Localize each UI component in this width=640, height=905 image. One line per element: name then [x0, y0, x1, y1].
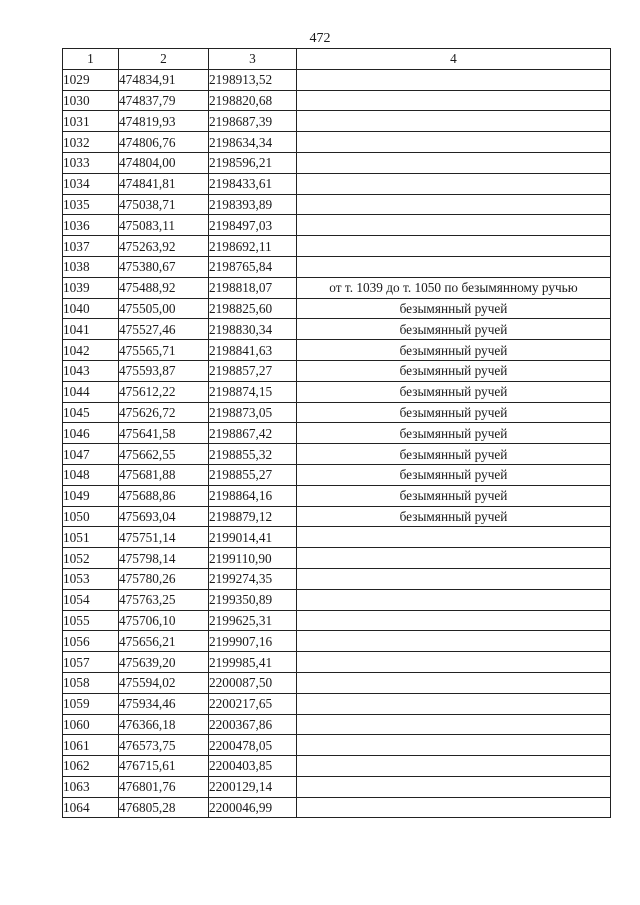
y-coordinate-cell: 2199625,31 — [209, 610, 297, 631]
y-coordinate-cell: 2199110,90 — [209, 548, 297, 569]
x-coordinate-cell: 474819,93 — [119, 111, 209, 132]
point-number-cell: 1043 — [63, 360, 119, 381]
x-coordinate-cell: 476366,18 — [119, 714, 209, 735]
table-row — [63, 277, 611, 298]
table-row — [63, 152, 611, 173]
point-number-cell: 1030 — [63, 90, 119, 111]
description-cell — [297, 152, 611, 173]
description-cell: безымянный ручей — [297, 444, 611, 465]
y-coordinate-cell: 2198393,89 — [209, 194, 297, 215]
description-cell — [297, 714, 611, 735]
table-row — [63, 464, 611, 485]
x-coordinate-cell: 475662,55 — [119, 444, 209, 465]
y-coordinate-cell: 2200046,99 — [209, 797, 297, 818]
y-coordinate-cell: 2198864,16 — [209, 485, 297, 506]
y-coordinate-cell: 2198634,34 — [209, 132, 297, 153]
header-col-4: 4 — [297, 49, 611, 70]
point-number-cell: 1063 — [63, 776, 119, 797]
x-coordinate-cell: 475594,02 — [119, 672, 209, 693]
header-col-3: 3 — [209, 49, 297, 70]
x-coordinate-cell: 475706,10 — [119, 610, 209, 631]
x-coordinate-cell: 474841,81 — [119, 173, 209, 194]
description-cell — [297, 194, 611, 215]
table-row — [63, 298, 611, 319]
point-number-cell: 1036 — [63, 215, 119, 236]
description-cell: безымянный ручей — [297, 402, 611, 423]
y-coordinate-cell: 2199985,41 — [209, 652, 297, 673]
table-row — [63, 423, 611, 444]
y-coordinate-cell: 2198820,68 — [209, 90, 297, 111]
description-cell — [297, 631, 611, 652]
point-number-cell: 1064 — [63, 797, 119, 818]
table-row — [63, 527, 611, 548]
table-row — [63, 693, 611, 714]
table-row — [63, 652, 611, 673]
coordinates-table — [62, 48, 611, 818]
table-row — [63, 402, 611, 423]
point-number-cell: 1050 — [63, 506, 119, 527]
x-coordinate-cell: 475593,87 — [119, 360, 209, 381]
description-cell — [297, 173, 611, 194]
description-cell — [297, 776, 611, 797]
table-row — [63, 756, 611, 777]
point-number-cell: 1052 — [63, 548, 119, 569]
point-number-cell: 1034 — [63, 173, 119, 194]
header-col-2: 2 — [119, 49, 209, 70]
description-cell — [297, 256, 611, 277]
description-cell — [297, 215, 611, 236]
y-coordinate-cell: 2200478,05 — [209, 735, 297, 756]
table-row — [63, 568, 611, 589]
y-coordinate-cell: 2200403,85 — [209, 756, 297, 777]
description-cell — [297, 69, 611, 90]
y-coordinate-cell: 2200367,86 — [209, 714, 297, 735]
point-number-cell: 1040 — [63, 298, 119, 319]
table-row — [63, 735, 611, 756]
y-coordinate-cell: 2198857,27 — [209, 360, 297, 381]
x-coordinate-cell: 475656,21 — [119, 631, 209, 652]
x-coordinate-cell: 475693,04 — [119, 506, 209, 527]
y-coordinate-cell: 2199014,41 — [209, 527, 297, 548]
description-cell: безымянный ручей — [297, 360, 611, 381]
description-cell: от т. 1039 до т. 1050 по безымянному ручью — [297, 277, 611, 298]
y-coordinate-cell: 2198765,84 — [209, 256, 297, 277]
y-coordinate-cell: 2198879,12 — [209, 506, 297, 527]
y-coordinate-cell: 2198687,39 — [209, 111, 297, 132]
point-number-cell: 1029 — [63, 69, 119, 90]
table-row — [63, 90, 611, 111]
point-number-cell: 1032 — [63, 132, 119, 153]
y-coordinate-cell: 2198855,27 — [209, 464, 297, 485]
table-row — [63, 631, 611, 652]
x-coordinate-cell: 475612,22 — [119, 381, 209, 402]
point-number-cell: 1061 — [63, 735, 119, 756]
description-cell: безымянный ручей — [297, 506, 611, 527]
y-coordinate-cell: 2199350,89 — [209, 589, 297, 610]
x-coordinate-cell: 475639,20 — [119, 652, 209, 673]
description-cell: безымянный ручей — [297, 340, 611, 361]
y-coordinate-cell: 2198497,03 — [209, 215, 297, 236]
description-cell: безымянный ручей — [297, 464, 611, 485]
description-cell — [297, 735, 611, 756]
table-row — [63, 444, 611, 465]
description-cell — [297, 589, 611, 610]
description-cell — [297, 132, 611, 153]
x-coordinate-cell: 475780,26 — [119, 568, 209, 589]
description-cell: безымянный ручей — [297, 485, 611, 506]
y-coordinate-cell: 2198692,11 — [209, 236, 297, 257]
x-coordinate-cell: 475688,86 — [119, 485, 209, 506]
y-coordinate-cell: 2199907,16 — [209, 631, 297, 652]
table-row — [63, 111, 611, 132]
x-coordinate-cell: 475083,11 — [119, 215, 209, 236]
point-number-cell: 1047 — [63, 444, 119, 465]
point-number-cell: 1035 — [63, 194, 119, 215]
y-coordinate-cell: 2198913,52 — [209, 69, 297, 90]
y-coordinate-cell: 2198825,60 — [209, 298, 297, 319]
point-number-cell: 1038 — [63, 256, 119, 277]
table-row — [63, 340, 611, 361]
y-coordinate-cell: 2198830,34 — [209, 319, 297, 340]
x-coordinate-cell: 475798,14 — [119, 548, 209, 569]
table-row — [63, 381, 611, 402]
description-cell — [297, 568, 611, 589]
point-number-cell: 1059 — [63, 693, 119, 714]
y-coordinate-cell: 2200217,65 — [209, 693, 297, 714]
table-row — [63, 256, 611, 277]
description-cell — [297, 797, 611, 818]
description-cell — [297, 527, 611, 548]
table-row — [63, 69, 611, 90]
table-row — [63, 194, 611, 215]
x-coordinate-cell: 475488,92 — [119, 277, 209, 298]
y-coordinate-cell: 2200087,50 — [209, 672, 297, 693]
point-number-cell: 1060 — [63, 714, 119, 735]
point-number-cell: 1055 — [63, 610, 119, 631]
table-row — [63, 506, 611, 527]
y-coordinate-cell: 2198873,05 — [209, 402, 297, 423]
point-number-cell: 1041 — [63, 319, 119, 340]
x-coordinate-cell: 475751,14 — [119, 527, 209, 548]
point-number-cell: 1057 — [63, 652, 119, 673]
x-coordinate-cell: 475505,00 — [119, 298, 209, 319]
x-coordinate-cell: 474806,76 — [119, 132, 209, 153]
y-coordinate-cell: 2198867,42 — [209, 423, 297, 444]
description-cell: безымянный ручей — [297, 319, 611, 340]
point-number-cell: 1046 — [63, 423, 119, 444]
description-cell — [297, 90, 611, 111]
table-row — [63, 548, 611, 569]
x-coordinate-cell: 476805,28 — [119, 797, 209, 818]
description-cell — [297, 610, 611, 631]
description-cell — [297, 111, 611, 132]
x-coordinate-cell: 474834,91 — [119, 69, 209, 90]
x-coordinate-cell: 475934,46 — [119, 693, 209, 714]
table-row — [63, 173, 611, 194]
table-row — [63, 236, 611, 257]
x-coordinate-cell: 475263,92 — [119, 236, 209, 257]
x-coordinate-cell: 474837,79 — [119, 90, 209, 111]
y-coordinate-cell: 2198433,61 — [209, 173, 297, 194]
y-coordinate-cell: 2199274,35 — [209, 568, 297, 589]
table-row — [63, 610, 611, 631]
description-cell: безымянный ручей — [297, 298, 611, 319]
point-number-cell: 1044 — [63, 381, 119, 402]
description-cell: безымянный ручей — [297, 423, 611, 444]
x-coordinate-cell: 474804,00 — [119, 152, 209, 173]
y-coordinate-cell: 2200129,14 — [209, 776, 297, 797]
x-coordinate-cell: 475038,71 — [119, 194, 209, 215]
x-coordinate-cell: 475380,67 — [119, 256, 209, 277]
y-coordinate-cell: 2198855,32 — [209, 444, 297, 465]
table-row — [63, 714, 611, 735]
point-number-cell: 1033 — [63, 152, 119, 173]
x-coordinate-cell: 476715,61 — [119, 756, 209, 777]
x-coordinate-cell: 475641,58 — [119, 423, 209, 444]
table-row — [63, 319, 611, 340]
point-number-cell: 1048 — [63, 464, 119, 485]
y-coordinate-cell: 2198818,07 — [209, 277, 297, 298]
x-coordinate-cell: 475565,71 — [119, 340, 209, 361]
table-row — [63, 360, 611, 381]
point-number-cell: 1037 — [63, 236, 119, 257]
x-coordinate-cell: 475626,72 — [119, 402, 209, 423]
y-coordinate-cell: 2198596,21 — [209, 152, 297, 173]
description-cell: безымянный ручей — [297, 381, 611, 402]
point-number-cell: 1051 — [63, 527, 119, 548]
point-number-cell: 1062 — [63, 756, 119, 777]
page-number: 472 — [309, 31, 331, 46]
x-coordinate-cell: 475527,46 — [119, 319, 209, 340]
table-header-row — [63, 49, 611, 70]
point-number-cell: 1039 — [63, 277, 119, 298]
x-coordinate-cell: 475681,88 — [119, 464, 209, 485]
table-row — [63, 589, 611, 610]
point-number-cell: 1042 — [63, 340, 119, 361]
description-cell — [297, 693, 611, 714]
description-cell — [297, 548, 611, 569]
table-row — [63, 797, 611, 818]
table-row — [63, 132, 611, 153]
description-cell — [297, 652, 611, 673]
description-cell — [297, 236, 611, 257]
y-coordinate-cell: 2198841,63 — [209, 340, 297, 361]
y-coordinate-cell: 2198874,15 — [209, 381, 297, 402]
point-number-cell: 1058 — [63, 672, 119, 693]
point-number-cell: 1056 — [63, 631, 119, 652]
point-number-cell: 1049 — [63, 485, 119, 506]
header-col-1: 1 — [63, 49, 119, 70]
table-row — [63, 485, 611, 506]
point-number-cell: 1031 — [63, 111, 119, 132]
point-number-cell: 1045 — [63, 402, 119, 423]
x-coordinate-cell: 476801,76 — [119, 776, 209, 797]
point-number-cell: 1053 — [63, 568, 119, 589]
table-row — [63, 776, 611, 797]
description-cell — [297, 672, 611, 693]
x-coordinate-cell: 475763,25 — [119, 589, 209, 610]
table-row — [63, 672, 611, 693]
table-row — [63, 215, 611, 236]
point-number-cell: 1054 — [63, 589, 119, 610]
description-cell — [297, 756, 611, 777]
x-coordinate-cell: 476573,75 — [119, 735, 209, 756]
